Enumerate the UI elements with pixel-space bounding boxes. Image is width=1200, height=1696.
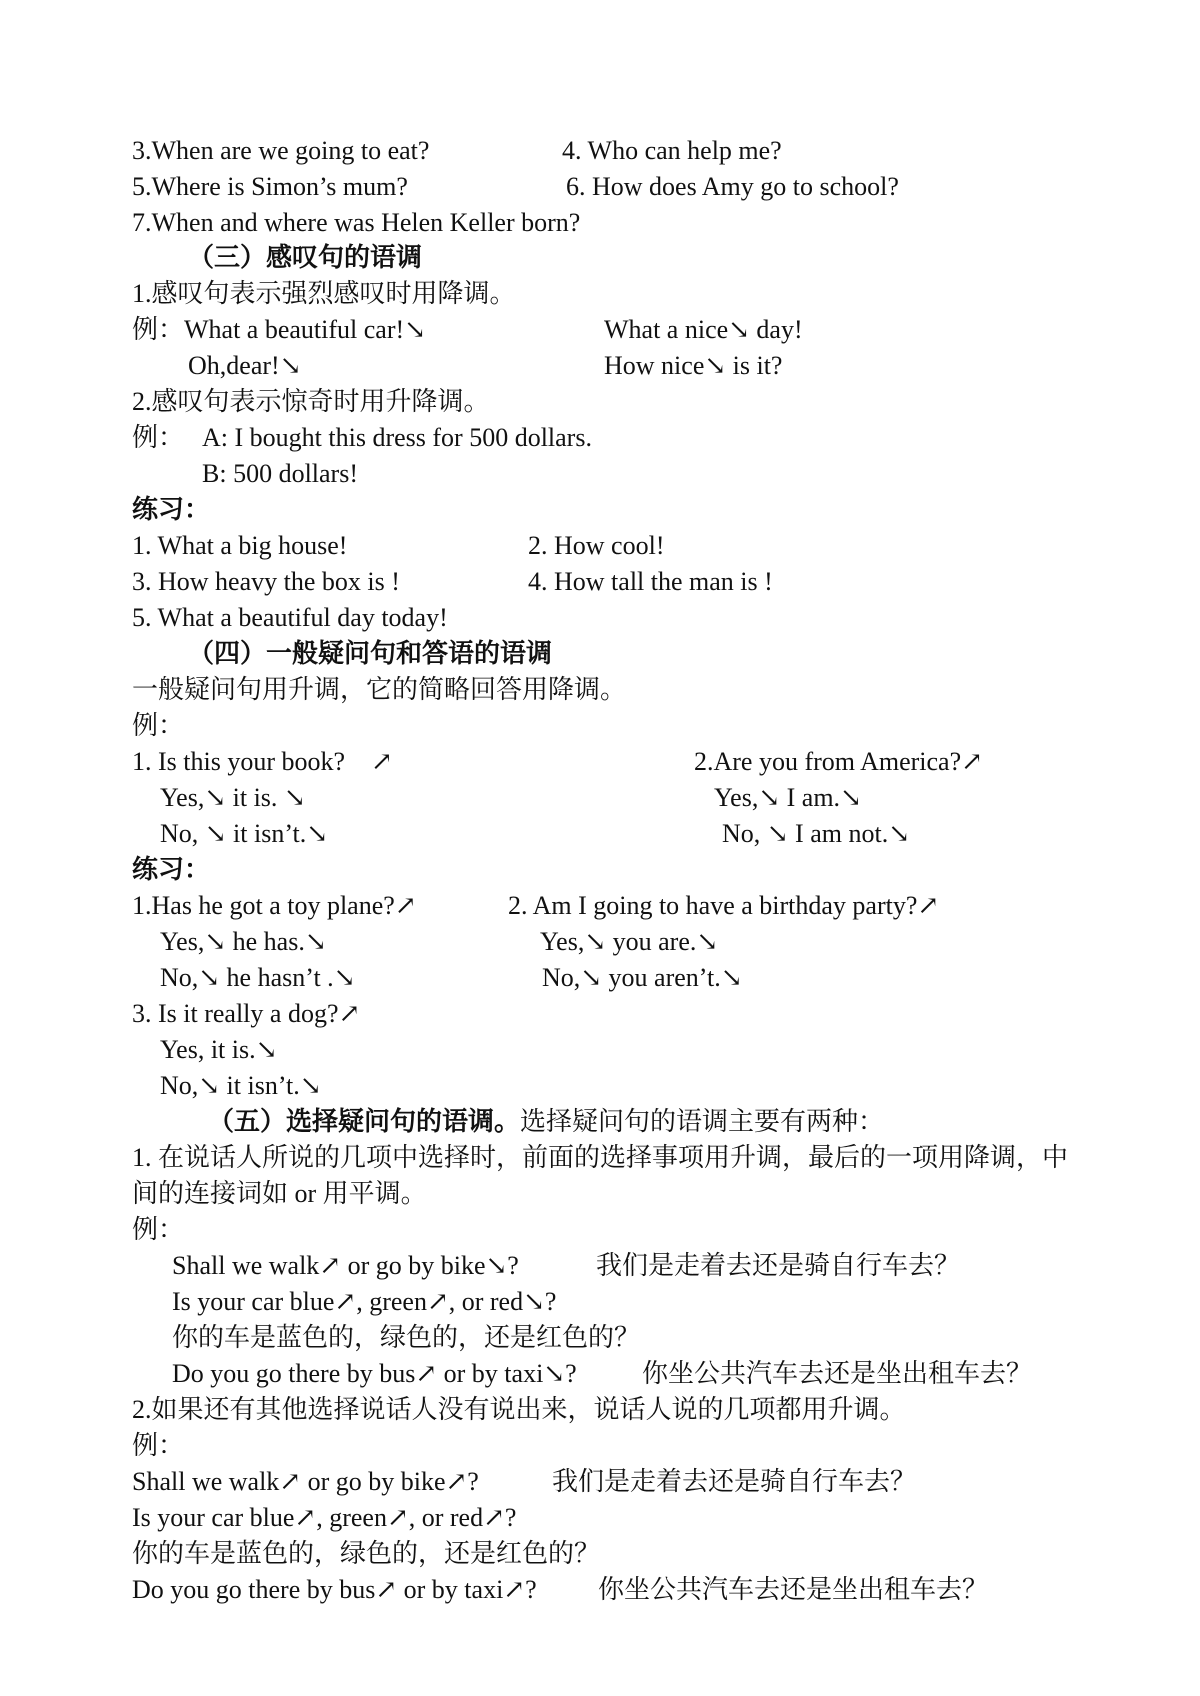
example-text: B: 500 dollars! — [202, 459, 358, 488]
rule-text: 1.感叹句表示强烈感叹时用降调。 — [132, 279, 516, 308]
example-text: Shall we walk↗ or go by bike↗? — [132, 1467, 479, 1496]
rule-text: 间的连接词如 or 用平调。 — [132, 1179, 427, 1208]
example-text: Do you go there by bus↗ or by taxi↗? — [132, 1575, 537, 1604]
example-text: How nice↘ is it? — [604, 351, 783, 380]
example-translation: 你坐公共汽车去还是坐出租车去？ — [598, 1575, 989, 1604]
practice-item: Yes,↘ you are.↘ — [540, 927, 719, 956]
example-text: Is your car blue↗, green↗, or red↗? — [132, 1503, 517, 1532]
example-text: Oh,dear!↘ — [188, 351, 302, 380]
example-label: 例： — [132, 1431, 185, 1460]
section-heading-5 — [208, 1105, 884, 1139]
rule-text: 1. 在说话人所说的几项中选择时，前面的选择事项用升调，最后的一项用降调，中 — [132, 1143, 1069, 1172]
example-text: 1. Is this your book? ↗ — [132, 747, 393, 776]
rule-text: 一般疑问句用升调，它的简略回答用降调。 — [132, 675, 627, 704]
example-text: 2.Are you from America?↗ — [694, 747, 983, 776]
practice-item: 2. Am I going to have a birthday party?↗ — [508, 891, 940, 920]
rule-text: 2.如果还有其他选择说话人没有说出来，说话人说的几项都用升调。 — [132, 1395, 906, 1424]
practice-label: 练习： — [132, 495, 211, 524]
example-translation: 你坐公共汽车去还是坐出租车去？ — [642, 1359, 1033, 1388]
practice-item: 3. Is it really a dog?↗ — [132, 999, 361, 1028]
section-heading-4: （四）一般疑问句和答语的语调 — [188, 639, 553, 668]
example-translation: 我们是走着去还是骑自行车去？ — [552, 1467, 917, 1496]
question-7: 7.When and where was Helen Keller born? — [132, 208, 581, 237]
example-text: 例：What a beautiful car!↘ — [132, 315, 426, 344]
question-6: 6. How does Amy go to school? — [566, 172, 899, 201]
practice-item: 3. How heavy the box is ! — [132, 567, 400, 596]
example-text: Is your car blue↗, green↗, or red↘? — [172, 1287, 557, 1316]
practice-item: Yes,↘ he has.↘ — [160, 927, 327, 956]
example-text: Do you go there by bus↗ or by taxi↘? — [172, 1359, 577, 1388]
example-text: Yes,↘ it is. ↘ — [160, 783, 306, 812]
example-label: 例： — [132, 711, 185, 740]
practice-item: No,↘ you aren’t.↘ — [542, 963, 743, 992]
example-text: Yes,↘ I am.↘ — [714, 783, 862, 812]
example-text: What a nice↘ day! — [604, 315, 803, 344]
example-text: A: I bought this dress for 500 dollars. — [202, 423, 592, 452]
example-text: Shall we walk↗ or go by bike↘? — [172, 1251, 519, 1280]
practice-item: 4. How tall the man is ! — [528, 567, 773, 596]
section-heading-3: （三）感叹句的语调 — [188, 243, 423, 272]
practice-item: No,↘ he hasn’t .↘ — [160, 963, 356, 992]
question-3: 3.When are we going to eat? — [132, 136, 430, 165]
example-label: 例： — [132, 423, 185, 452]
practice-item: 5. What a beautiful day today! — [132, 603, 448, 632]
section-heading-5-title: （五）选择疑问句的语调。 — [208, 1107, 521, 1136]
example-translation: 我们是走着去还是骑自行车去？ — [596, 1251, 961, 1280]
practice-label: 练习： — [132, 855, 211, 884]
practice-item: Yes, it is.↘ — [160, 1035, 278, 1064]
example-text: No, ↘ it isn’t.↘ — [160, 819, 329, 848]
example-label: 例： — [132, 1215, 185, 1244]
question-5: 5.Where is Simon’s mum? — [132, 172, 408, 201]
question-4: 4. Who can help me? — [562, 136, 782, 165]
practice-item: 2. How cool! — [528, 531, 665, 560]
practice-item: No,↘ it isn’t.↘ — [160, 1071, 322, 1100]
rule-text: 2.感叹句表示惊奇时用升降调。 — [132, 387, 490, 416]
example-translation: 你的车是蓝色的，绿色的，还是红色的？ — [132, 1539, 601, 1568]
practice-item: 1. What a big house! — [132, 531, 348, 560]
section-heading-5-text: 选择疑问句的语调主要有两种： — [520, 1107, 885, 1136]
practice-item: 1.Has he got a toy plane?↗ — [132, 891, 417, 920]
example-translation: 你的车是蓝色的，绿色的，还是红色的？ — [172, 1323, 641, 1352]
example-text: No, ↘ I am not.↘ — [722, 819, 910, 848]
